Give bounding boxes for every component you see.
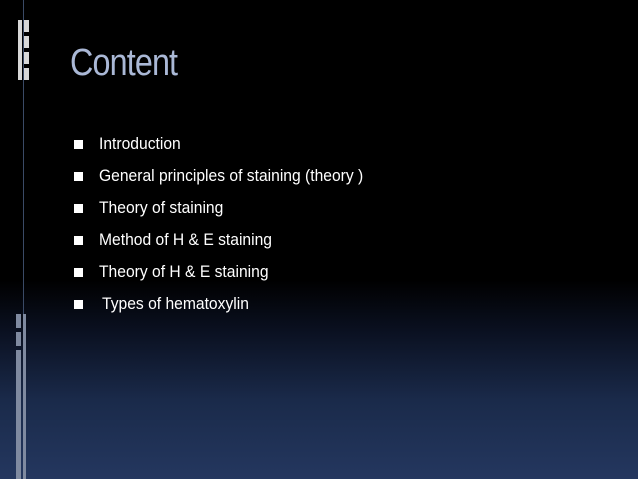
bullet-item xyxy=(74,224,386,256)
decor-bar xyxy=(24,52,29,64)
square-bullet-icon xyxy=(74,300,83,309)
decor-bar xyxy=(16,314,21,328)
slide-title: Content xyxy=(70,42,178,84)
decorative-bars-top xyxy=(18,20,30,80)
bullet-item xyxy=(74,160,386,192)
bullet-item xyxy=(74,288,386,320)
decor-bar xyxy=(24,36,29,48)
square-bullet-icon xyxy=(74,204,83,213)
bullet-list xyxy=(74,128,386,320)
bullet-text: General principles of staining (theory ) xyxy=(99,166,364,185)
square-bullet-icon xyxy=(74,236,83,245)
square-bullet-icon xyxy=(74,268,83,277)
bullet-text: Theory of staining xyxy=(99,198,224,217)
bullet-text: Theory of H & E staining xyxy=(99,262,269,281)
square-bullet-icon xyxy=(74,172,83,181)
bullet-item xyxy=(74,128,386,160)
bullet-text: Types of hematoxylin xyxy=(102,294,249,313)
decor-bar xyxy=(24,20,29,32)
decor-bar xyxy=(16,332,21,346)
decor-bar xyxy=(24,68,29,80)
square-bullet-icon xyxy=(74,140,83,149)
bullet-item xyxy=(74,192,386,224)
decorative-bars-bottom xyxy=(16,314,28,479)
bullet-item xyxy=(74,256,386,288)
bullet-text: Introduction xyxy=(99,134,181,153)
decor-bar xyxy=(18,20,22,80)
decor-bar xyxy=(16,350,21,479)
decor-bar xyxy=(23,314,26,479)
bullet-text: Method of H & E staining xyxy=(99,230,273,249)
